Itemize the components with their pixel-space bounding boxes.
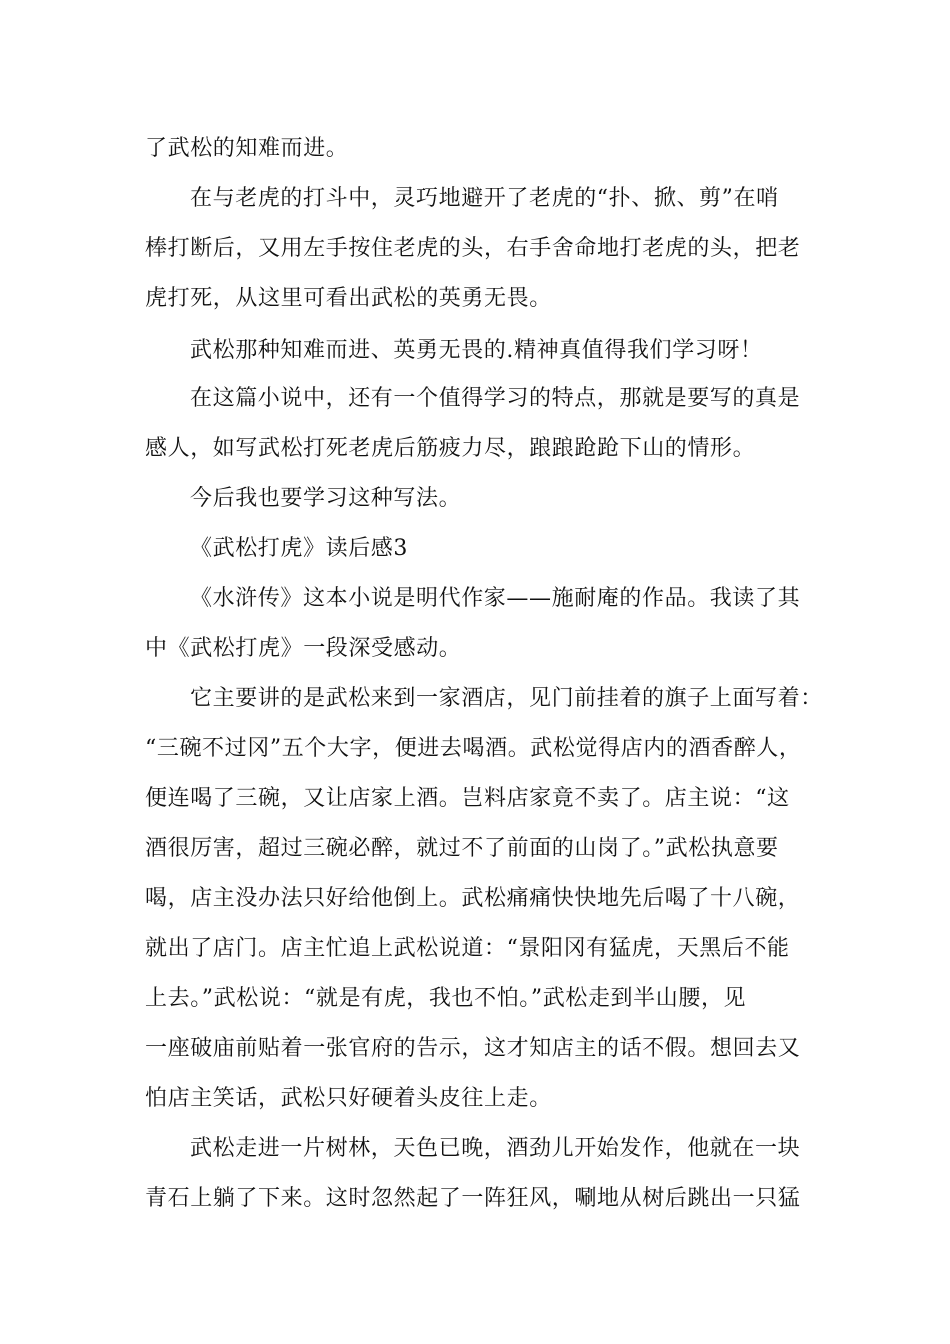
paragraph-line: 一座破庙前贴着一张官府的告示，这才知店主的话不假。想回去又 — [145, 1036, 801, 1061]
paragraph-line: 在这篇小说中，还有一个值得学习的特点，那就是要写的真是 — [190, 386, 801, 411]
paragraph-line: 了武松的知难而进。 — [145, 136, 349, 161]
paragraph-line: “三碗不过冈”五个大字，便进去喝酒。武松觉得店内的酒香醉人， — [145, 736, 802, 761]
paragraph-line: 酒很厉害，超过三碗必醉，就过不了前面的山岗了。”武松执意要 — [145, 836, 779, 861]
paragraph-line: 感人，如写武松打死老虎后筋疲力尽，踉踉跄跄下山的情形。 — [145, 436, 756, 461]
paragraph-line: 棒打断后，又用左手按住老虎的头，右手舍命地打老虎的头，把老 — [145, 236, 801, 261]
paragraph-line: 它主要讲的是武松来到一家酒店，见门前挂着的旗子上面写着： — [190, 686, 823, 711]
section-heading: 《武松打虎》读后感3 — [190, 536, 408, 561]
paragraph-line: 在与老虎的打斗中，灵巧地避开了老虎的“扑、掀、剪”在哨 — [190, 186, 779, 211]
paragraph-line: 怕店主笑话，武松只好硬着头皮往上走。 — [145, 1086, 552, 1111]
paragraph-line: 虎打死，从这里可看出武松的英勇无畏。 — [145, 286, 552, 311]
paragraph-line: 武松走进一片树林，天色已晚，酒劲儿开始发作，他就在一块 — [190, 1136, 801, 1161]
paragraph-line: 喝，店主没办法只好给他倒上。武松痛痛快快地先后喝了十八碗， — [145, 886, 801, 911]
paragraph-line: 上去。”武松说：“就是有虎，我也不怕。”武松走到半山腰，见 — [145, 986, 747, 1011]
paragraph-line: 便连喝了三碗，又让店家上酒。岂料店家竟不卖了。店主说：“这 — [145, 786, 790, 811]
paragraph-line: 今后我也要学习这种写法。 — [190, 486, 462, 511]
paragraph-line: 《水浒传》这本小说是明代作家——施耐庵的作品。我读了其 — [190, 586, 801, 611]
paragraph-line: 就出了店门。店主忙追上武松说道：“景阳冈有猛虎，天黑后不能 — [145, 936, 790, 961]
paragraph-line: 武松那种知难而进、英勇无畏的.精神真值得我们学习呀！ — [190, 338, 763, 363]
paragraph-line: 青石上躺了下来。这时忽然起了一阵狂风，唰地从树后跳出一只猛 — [145, 1186, 801, 1211]
paragraph-line: 中《武松打虎》一段深受感动。 — [145, 636, 462, 661]
